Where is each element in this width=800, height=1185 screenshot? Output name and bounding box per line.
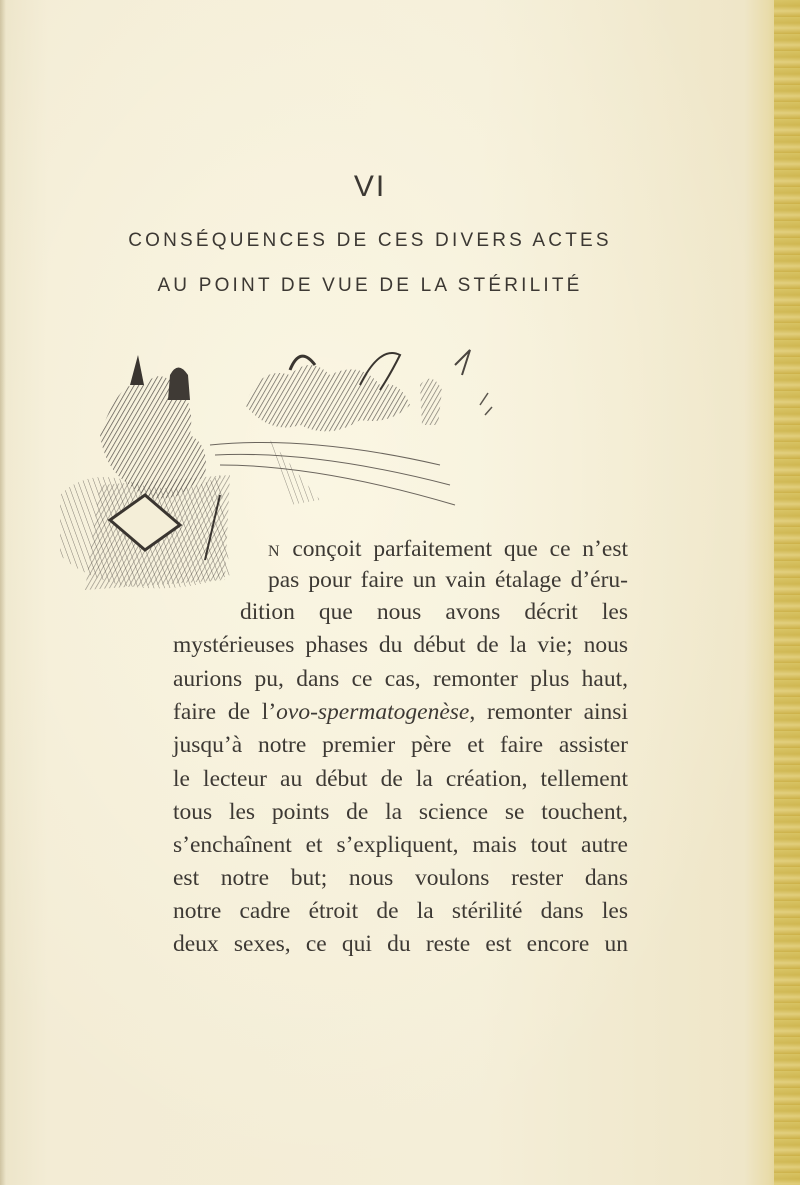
chapter-title-line-1: CONSÉQUENCES DE CES DIVERS ACTES (128, 230, 612, 251)
body-line-6: faire de l’ovo-spermatogenèse, remonter ainsi (173, 699, 628, 725)
body-line-8: le lecteur au début de la création, tellement (173, 766, 628, 792)
body-line-12: notre cadre étroit de la stérilité dans les (173, 898, 628, 924)
body-line-2: pas pour faire un vain étalage d’éru- (268, 567, 628, 593)
body-line-3: dition que nous avons décrit les (240, 599, 628, 625)
body-line-13: deux sexes, ce qui du reste est encore un (173, 931, 628, 957)
body-line-5: aurions pu, dans ce cas, remonter plus haut, (173, 666, 628, 692)
body-line-4: mystérieuses phases du début de la vie; nous (173, 632, 628, 658)
body-line-9: tous les points de la science se touchent, (173, 799, 628, 825)
body-line-7: jusqu’à notre premier père et faire assister (173, 732, 628, 758)
chapter-title-line-2: AU POINT DE VUE DE LA STÉRILITÉ (157, 275, 583, 296)
body-line-1: N conçoit parfaitement que ce n’est (268, 536, 628, 562)
page-right-gilt-edge (774, 0, 800, 1185)
drop-cap-continuation: N (268, 543, 281, 560)
body-line-11: est notre but; nous voulons rester dans (173, 865, 628, 891)
body-line-10: s’enchaînent et s’expliquent, mais tout autre (173, 832, 628, 858)
chapter-number: VI (353, 170, 387, 203)
